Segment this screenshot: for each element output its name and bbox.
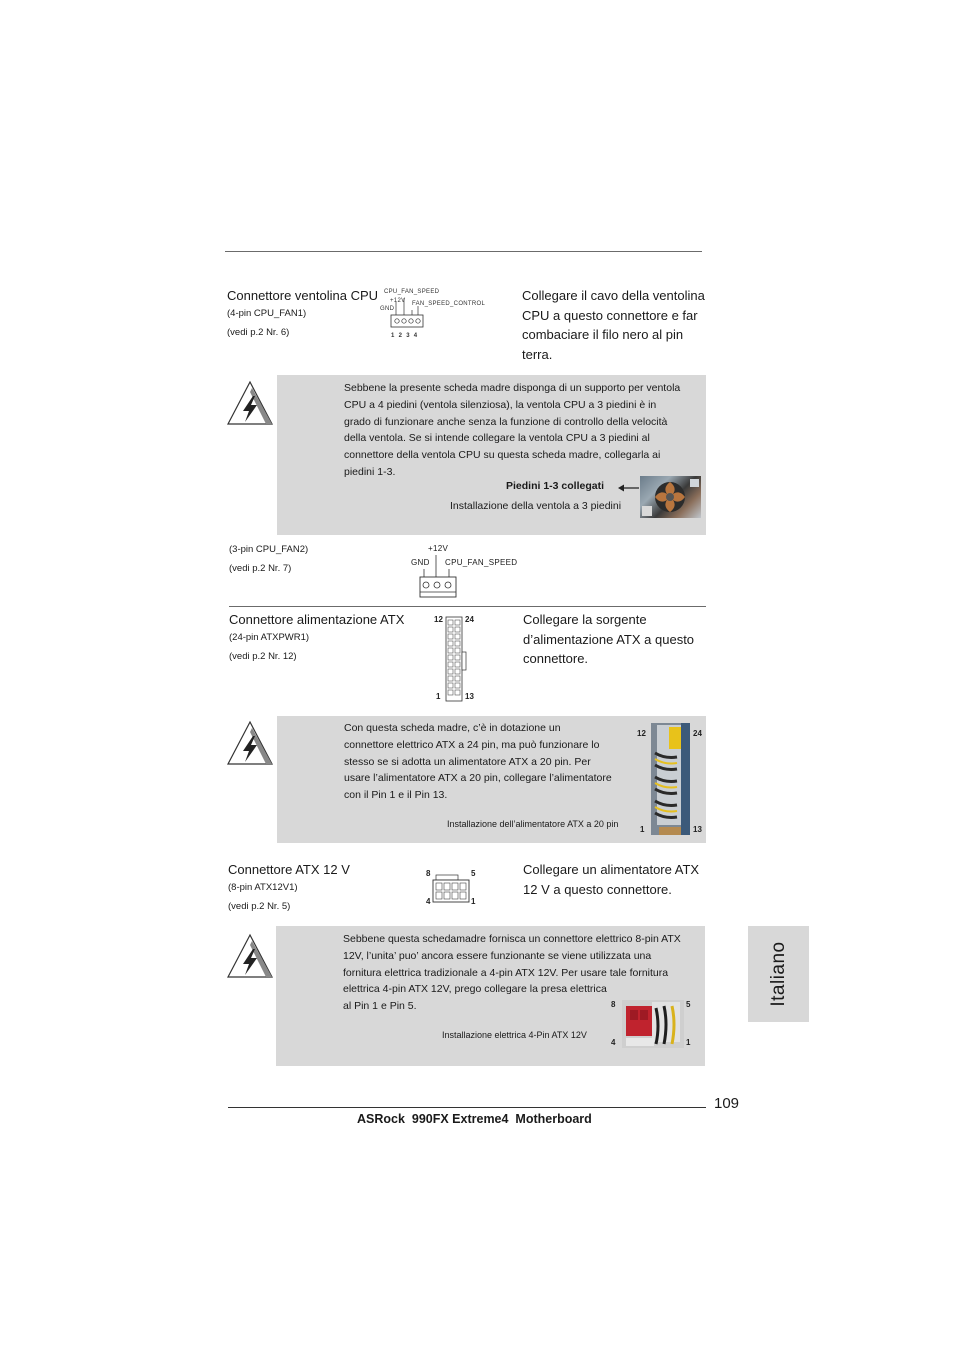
top-divider [225,251,702,252]
section-divider [229,606,706,607]
cpu-fan-12v-label: +12V [390,298,406,304]
note-line: fornitura elettrica tradizionale a 4-pin ATX 12V. Per usare tale fornitura [343,966,669,979]
atx-power-note-caption: Installazione dell’alimentatore ATX a 20 pin [447,819,619,829]
note-line: Sebbene questa schedamadre fornisca un connettore elettrico 8-pin ATX [343,933,681,945]
cpu-fan-speed-label: CPU_FAN_SPEED [384,289,440,295]
cpu-fan2-diagram [408,543,528,601]
cpu-fan-gnd-label: GND [380,306,395,312]
note-line: Sebbene la presente scheda madre disponga di un supporto per ventola [344,382,681,394]
atx24-connector-icon [445,616,467,702]
language-tab-label: Italiano [767,941,789,1007]
cpu-fan-control-label: FAN_SPEED_CONTROL [412,301,486,307]
warning-icon [226,380,274,426]
atx12v-photo-label-8: 8 [611,1000,616,1009]
note-line: connettore elettrico ATX a 24 pin, ma può funzionare lo [344,738,600,751]
atx-power-description [523,610,713,669]
atx-desc-line: d’alimentazione ATX a questo [523,631,695,647]
footer-divider [228,1107,706,1108]
pins-connected-label: Piedini 1-3 collegati [506,480,605,492]
atx-photo-label-24: 24 [693,729,702,738]
atx12v-label-5: 5 [471,869,476,878]
note-line: al Pin 1 e Pin 5. [343,1000,417,1013]
cpu-fan-note-caption: Installazione della ventola a 3 piedini [450,500,622,512]
atx-photo-label-13: 13 [693,825,702,834]
cpu-fan1-connector-icon [386,296,426,330]
cpu-fan-desc-line: combaciare il filo nero al pin [522,327,684,342]
fan-install-photo [640,476,701,518]
cpu-fan-description [522,286,712,364]
cpu-fan-title: Connettore ventolina CPU [227,288,379,303]
atx-desc-line: connettore. [523,651,589,666]
atx12v-connector-icon [432,874,472,904]
cpu-fan2-speed-label: CPU_FAN_SPEED [445,558,518,567]
atx12v-description [523,860,713,899]
page-number: 109 [714,1095,740,1112]
atx24-label-13: 13 [465,692,474,701]
atx24-label-1: 1 [436,692,441,701]
cpu-fan-desc-line: terra. [522,346,553,362]
atx12v-install-photo [622,1000,684,1048]
atx-photo-label-12: 12 [637,729,646,738]
language-tab [748,926,809,1022]
cpu-fan-desc-line: CPU a questo connettore e far [522,307,698,323]
atx12v-ref: (vedi p.2 Nr. 5) [228,901,291,912]
note-line: 12V, l’unita’ puo’ ancora essere funzionante se viene utilizzata una [343,949,652,962]
note-line: Con questa scheda madre, c’è in dotazione un [344,722,561,734]
note-line: della ventola. Se si intende collegare la ventola CPU a 3 piedini al [344,432,650,445]
cpu-fan-desc-line: Collegare il cavo della ventolina [522,288,705,303]
cpu-fan2-connector-icon [418,553,458,599]
atx24-label-12: 12 [434,615,443,624]
warning-icon [226,720,274,766]
warning-icon [226,933,274,979]
note-line: con il Pin 1 e il Pin 13. [344,789,448,802]
atx12v-pin: (8-pin ATX12V1) [228,882,298,893]
atx-photo-label-1: 1 [640,825,645,834]
cpu-fan2-ref: (vedi p.2 Nr. 7) [229,563,292,574]
atx12v-label-4: 4 [426,897,431,906]
atx24-diagram [430,612,480,704]
note-line: connettore della ventola CPU su questa scheda madre, collegarla ai [344,449,661,462]
atx12v-desc-line: 12 V a questo connettore. [523,881,672,897]
atx-desc-line: Collegare la sorgente [523,612,647,627]
atx-power-ref: (vedi p.2 Nr. 12) [229,651,297,662]
cpu-fan2-pin: (3-pin CPU_FAN2) [229,544,309,555]
atx24-label-24: 24 [465,615,474,624]
atx12v-note-caption: Installazione elettrica 4-Pin ATX 12V [442,1030,587,1040]
atx12v-desc-line: Collegare un alimentatore ATX [523,862,700,877]
note-line: stesso se si adotta un alimentatore ATX a 20 pin. Per [344,755,591,768]
note-line: usare l’alimentatore ATX a 20 pin, collegare l’alimentatore [344,772,612,785]
note-line: grado di funzionare anche senza la funzione di controllo della velocità [344,415,668,428]
atx12v-photo-label-4: 4 [611,1038,616,1047]
footer-model: ASRock 990FX Extreme4 Motherboard [357,1112,592,1126]
arrow-left-icon [618,483,640,493]
atx-power-pin: (24-pin ATXPWR1) [229,632,310,643]
atx12v-diagram [424,866,484,910]
cpu-fan-note-text [344,380,706,481]
atx20-install-photo [651,723,690,835]
cpu-fan-pin-numbers: 1 2 3 4 [391,333,418,339]
atx12v-label-8: 8 [426,869,431,878]
note-line: piedini 1-3. [344,465,396,478]
cpu-fan2-gnd-label: GND [411,558,430,567]
atx12v-label-1: 1 [471,897,476,906]
atx12v-photo-label-1: 1 [686,1038,691,1047]
cpu-fan-ref: (vedi p.2 Nr. 6) [227,327,290,338]
atx12v-photo-label-5: 5 [686,1000,691,1009]
note-line: elettrica 4-pin ATX 12V, prego collegare la presa elettrica [343,983,607,996]
note-line: CPU a 4 piedini (ventola silenziosa), la ventola CPU a 3 piedini è in [344,398,657,411]
cpu-fan-pin: (4-pin CPU_FAN1) [227,308,307,319]
cpu-fan2-12v-label: +12V [428,544,449,553]
cpu-fan1-diagram [378,288,488,344]
atx-power-note-text [344,720,634,804]
atx-power-title: Connettore alimentazione ATX [229,612,405,627]
atx12v-title: Connettore ATX 12 V [228,862,350,877]
